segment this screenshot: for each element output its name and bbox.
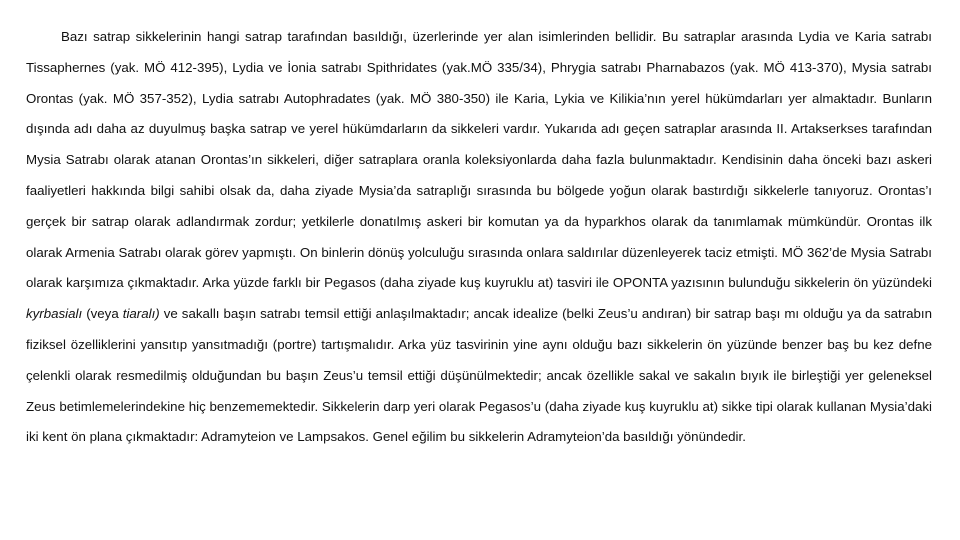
paragraph-text-segment: ve sakallı başın satrabı temsil ettiği anlaşılmaktadır; ancak idealize (belki Zeus’u andıran) bir satrap başı mı olduğu ya da satrabın fiziksel özelliklerini yansıtıp yansıtmadığı (portre) tartışmalıdır. Arka yüz tasvirinin yine aynı olduğu bazı sikkelerin ön yüzünde benzer baş bu kez defne çelenkli olarak resmedilmiş olduğundan bu başın Zeus’u temsil ettiği düşünülmektedir; ancak özellikle sakal ve sakalın bıyık ile birleştiği yer geleneksel Zeus betimlemelerindekine hiç benzememektedir. Sikkelerin darp yeri olarak Pegasos’u (daha ziyade kuş kuyruklu at) sikke tipi olarak kullanan Mysia’daki iki kent ön plana çıkmaktadır: Adramyteion ve Lampsakos. Genel eğilim bu sikkelerin Adramyteion’da basıldığı yönündedir. [26,306,933,445]
body-paragraph [26,22,932,453]
italic-term-tiarali: tiaralı) [122,306,160,322]
paragraph-text-segment: Bazı satrap sikkelerinin hangi satrap tarafından basıldığı, üzerlerinde yer alan isimlerinden bellidir. Bu satraplar arasında Lydia ve Karia satrabı Tissaphernes (yak. MÖ 412-395), Lydia ve İonia satrabı Spithridates (yak.MÖ 335/34), Phrygia satrabı Pharnabazos (yak. MÖ 413-370), Mysia satrabı Orontas (yak. MÖ 357-352), Lydia satrabı Autophradates (yak. MÖ 380-350) ile Karia, Lykia ve Kilikia’nın yerel hükümdarları yer almaktadır. Bunların dışında adı daha az duyulmuş başka satrap ve yerel hükümdarların da sikkeleri vardır. Yukarıda adı geçen satraplar arasında II. Artakserkses tarafından Mysia Satrabı olarak atanan Orontas’ın sikkeleri, diğer satraplara oranla koleksiyonlarda daha fazla bulunmaktadır. Kendisinin daha önceki bazı askeri faaliyetleri hakkında bilgi sahibi olsak da, daha ziyade Mysia’da satraplığı sırasında bu bölgede yoğun olarak bastırdığı sikkelerle tanıyoruz. Orontas’ı gerçek bir satrap olarak adlandırmak zordur; yetkilerle donatılmış askeri bir komutan ya da hyparkhos olarak da tanımlamak mümkündür. Orontas ilk olarak Armenia Satrabı olarak görev yapmıştı. On binlerin dönüş yolculuğu sırasında onlara saldırılar düzenleyerek taciz etmişti. MÖ 362’de Mysia Satrabı olarak karşımıza çıkmaktadır. Arka yüzde farklı bir Pegasos (daha ziyade kuş kuyruklu at) tasviri ile OPONTA yazısının bulunduğu sikkelerin ön yüzündeki [26,29,932,291]
italic-term-kyrbasiali: kyrbasialı [26,306,83,322]
paragraph-text-segment: (veya [82,306,123,322]
